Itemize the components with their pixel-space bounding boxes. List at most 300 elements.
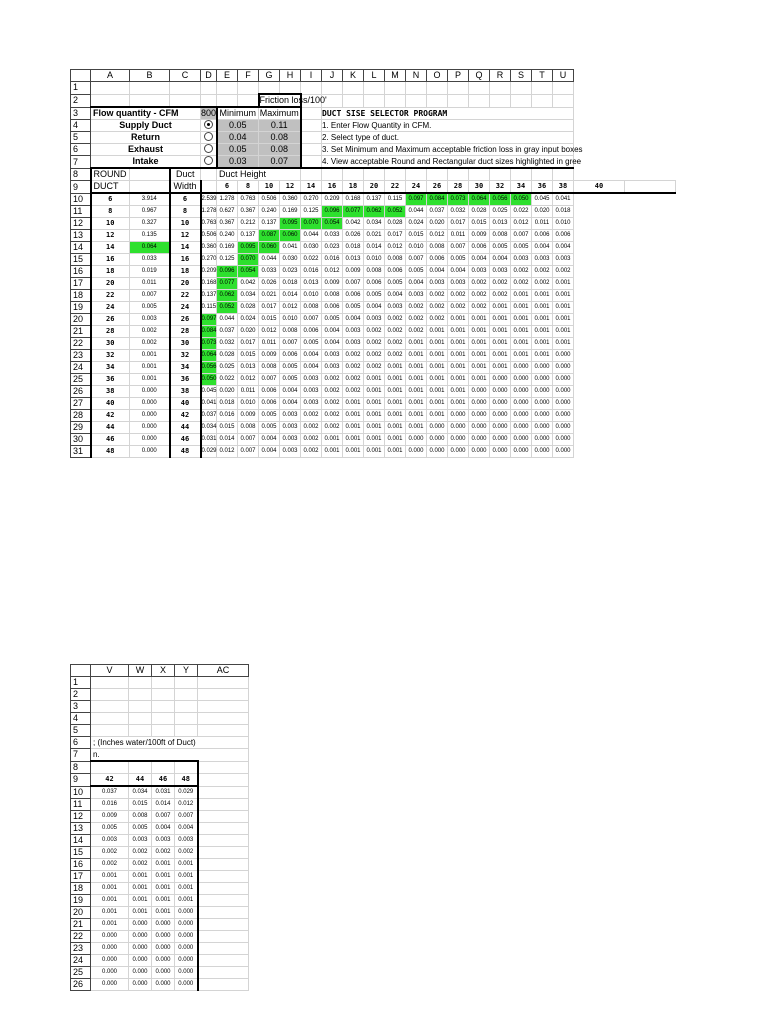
empty-cell[interactable] (301, 82, 322, 95)
empty-cell[interactable] (532, 168, 553, 181)
empty-cell[interactable] (198, 786, 249, 799)
friction-value: 0.001 (511, 290, 532, 302)
empty-cell[interactable] (343, 94, 364, 107)
column-header[interactable]: J (322, 70, 343, 82)
empty-cell[interactable] (198, 871, 249, 883)
row-header[interactable]: 10 (71, 193, 91, 206)
friction-value: 0.360 (280, 193, 301, 206)
empty-cell[interactable] (198, 725, 249, 737)
empty-cell[interactable] (469, 168, 490, 181)
row-header[interactable]: 19 (71, 302, 91, 314)
friction-value: 0.001 (152, 883, 175, 895)
row-header[interactable]: 9 (71, 181, 91, 194)
friction-value: 0.004 (343, 314, 364, 326)
empty-cell[interactable] (129, 677, 152, 689)
empty-cell[interactable] (198, 943, 249, 955)
height-header: 40 (574, 181, 625, 194)
friction-value: 0.003 (364, 314, 385, 326)
row-header[interactable]: 13 (71, 823, 91, 835)
empty-cell[interactable] (364, 168, 385, 181)
friction-value: 0.004 (280, 386, 301, 398)
column-header[interactable]: A (91, 70, 130, 82)
row-header[interactable]: 10 (71, 786, 91, 799)
friction-value: 0.003 (280, 422, 301, 434)
empty-cell[interactable] (427, 94, 448, 107)
row-header[interactable]: 15 (71, 254, 91, 266)
empty-cell[interactable] (201, 168, 217, 181)
duct-type-radio[interactable] (201, 144, 217, 156)
empty-cell[interactable] (238, 82, 259, 95)
empty-cell[interactable] (217, 82, 238, 95)
friction-value: 0.077 (217, 278, 238, 290)
column-header[interactable]: Q (469, 70, 490, 82)
friction-value: 0.005 (385, 278, 406, 290)
row-header[interactable]: 14 (71, 835, 91, 847)
row-header[interactable]: 24 (71, 362, 91, 374)
friction-value: 0.000 (129, 967, 152, 979)
empty-cell[interactable] (91, 701, 129, 713)
empty-cell[interactable] (385, 168, 406, 181)
column-header[interactable]: W (129, 665, 152, 677)
friction-value: 0.021 (364, 230, 385, 242)
select-all-corner[interactable] (71, 665, 91, 677)
empty-cell[interactable] (343, 168, 364, 181)
empty-cell[interactable] (490, 168, 511, 181)
select-all-corner[interactable] (71, 70, 91, 82)
empty-cell[interactable] (91, 94, 130, 107)
empty-cell[interactable] (301, 168, 322, 181)
friction-value: 0.000 (175, 967, 198, 979)
duct-width: 38 (170, 386, 201, 398)
empty-cell[interactable] (364, 94, 385, 107)
row-header[interactable]: 21 (71, 919, 91, 931)
empty-cell[interactable] (532, 94, 553, 107)
empty-cell[interactable] (511, 82, 532, 95)
row-header[interactable]: 8 (71, 168, 91, 181)
flow-quantity-input[interactable]: 800 (201, 108, 217, 118)
duct-width: 10 (170, 218, 201, 230)
empty-cell[interactable] (198, 713, 249, 725)
max-friction-input[interactable]: 0.08 (259, 144, 301, 156)
friction-value: 0.000 (175, 979, 198, 991)
empty-cell[interactable] (198, 761, 249, 774)
friction-value: 0.007 (280, 338, 301, 350)
friction-value: 0.169 (217, 242, 238, 254)
empty-cell[interactable] (343, 82, 364, 95)
friction-value: 0.002 (129, 847, 152, 859)
row-header[interactable]: 24 (71, 955, 91, 967)
empty-cell[interactable] (553, 94, 574, 107)
row-header[interactable]: 8 (71, 761, 91, 774)
row-header[interactable]: 5 (71, 132, 91, 144)
column-header[interactable]: U (553, 70, 574, 82)
empty-cell[interactable] (152, 689, 175, 701)
row-header[interactable]: 1 (71, 677, 91, 689)
row-header[interactable]: 2 (71, 94, 91, 107)
duct-width: 32 (170, 350, 201, 362)
min-friction-input[interactable]: 0.05 (217, 144, 259, 156)
sheet-row (71, 132, 676, 144)
row-header[interactable]: 30 (71, 434, 91, 446)
friction-value: 0.010 (301, 290, 322, 302)
friction-value: 0.002 (532, 278, 553, 290)
row-header[interactable]: 9 (71, 774, 91, 787)
column-header[interactable]: E (217, 70, 238, 82)
empty-cell[interactable] (198, 811, 249, 823)
empty-cell[interactable] (91, 82, 130, 95)
radio-unselected-icon[interactable] (204, 156, 213, 165)
column-header[interactable]: F (238, 70, 259, 82)
height-header: 22 (385, 181, 406, 194)
empty-cell[interactable] (201, 82, 217, 95)
empty-cell[interactable] (406, 82, 427, 95)
empty-cell[interactable] (385, 82, 406, 95)
row-header[interactable]: 15 (71, 847, 91, 859)
friction-value: 0.004 (469, 254, 490, 266)
empty-cell[interactable] (175, 677, 198, 689)
row-header[interactable]: 21 (71, 326, 91, 338)
row-header[interactable]: 17 (71, 871, 91, 883)
friction-value: 0.012 (259, 326, 280, 338)
friction-value: 0.000 (490, 434, 511, 446)
empty-cell[interactable] (198, 774, 249, 787)
flow-quantity-label: Flow quantity - CFM (91, 107, 201, 120)
friction-value: 0.011 (259, 338, 280, 350)
duct-width: 14 (170, 242, 201, 254)
row-header[interactable]: 16 (71, 859, 91, 871)
friction-value: 0.054 (238, 266, 259, 278)
min-friction-input[interactable]: 0.04 (217, 132, 259, 144)
column-header[interactable]: G (259, 70, 280, 82)
empty-cell[interactable] (364, 82, 385, 95)
column-header[interactable]: B (130, 70, 170, 82)
empty-cell[interactable] (448, 94, 469, 107)
max-friction-input[interactable]: 0.08 (259, 132, 301, 144)
empty-cell[interactable] (198, 979, 249, 991)
height-header: 48 (175, 774, 198, 787)
empty-cell[interactable] (91, 761, 129, 774)
height-header: 32 (490, 181, 511, 194)
column-header[interactable]: X (152, 665, 175, 677)
row-header[interactable]: 20 (71, 314, 91, 326)
empty-cell[interactable] (201, 94, 217, 107)
friction-value: 0.000 (532, 446, 553, 458)
instruction-continued: n. (91, 749, 249, 762)
empty-cell[interactable] (198, 823, 249, 835)
empty-cell[interactable] (198, 919, 249, 931)
row-header[interactable]: 25 (71, 967, 91, 979)
empty-cell[interactable] (406, 168, 427, 181)
empty-cell[interactable] (553, 168, 574, 181)
friction-value: 0.001 (511, 302, 532, 314)
column-header[interactable]: C (170, 70, 201, 82)
empty-cell[interactable] (175, 701, 198, 713)
row-header[interactable]: 19 (71, 895, 91, 907)
empty-cell[interactable] (322, 168, 343, 181)
friction-value: 0.011 (532, 218, 553, 230)
friction-value: 0.001 (385, 446, 406, 458)
empty-cell[interactable] (427, 168, 448, 181)
empty-cell[interactable] (198, 701, 249, 713)
row-header[interactable]: 25 (71, 374, 91, 386)
friction-value: 0.002 (364, 350, 385, 362)
duct-type-radio[interactable] (201, 132, 217, 144)
friction-value: 0.006 (427, 254, 448, 266)
empty-cell[interactable] (129, 689, 152, 701)
duct-width: 12 (170, 230, 201, 242)
empty-cell[interactable] (198, 967, 249, 979)
friction-value: 0.209 (201, 266, 217, 278)
round-friction-value: 0.003 (130, 314, 170, 326)
empty-cell[interactable] (238, 94, 259, 107)
empty-cell[interactable] (448, 82, 469, 95)
empty-cell[interactable] (198, 907, 249, 919)
empty-cell[interactable] (301, 132, 322, 144)
row-header[interactable]: 2 (71, 689, 91, 701)
empty-cell[interactable] (198, 835, 249, 847)
friction-value: 0.064 (201, 350, 217, 362)
empty-cell[interactable] (448, 168, 469, 181)
empty-cell[interactable] (301, 144, 322, 156)
row-header[interactable]: 11 (71, 206, 91, 218)
column-header[interactable]: T (532, 70, 553, 82)
friction-value: 0.002 (385, 314, 406, 326)
empty-cell[interactable] (175, 725, 198, 737)
empty-cell[interactable] (198, 859, 249, 871)
row-header[interactable]: 11 (71, 799, 91, 811)
row-header[interactable]: 7 (71, 156, 91, 169)
empty-cell[interactable] (175, 689, 198, 701)
empty-cell[interactable] (91, 677, 129, 689)
friction-value: 0.240 (217, 230, 238, 242)
radio-unselected-icon[interactable] (204, 132, 213, 141)
friction-value: 0.010 (238, 398, 259, 410)
row-header[interactable]: 31 (71, 446, 91, 458)
round-diameter: 46 (91, 434, 130, 446)
column-header[interactable]: D (201, 70, 217, 82)
empty-cell[interactable] (301, 120, 322, 132)
row-header[interactable]: 1 (71, 82, 91, 95)
row-header[interactable]: 12 (71, 218, 91, 230)
row-header[interactable]: 6 (71, 737, 91, 749)
empty-cell[interactable] (175, 761, 198, 774)
row-header[interactable]: 28 (71, 410, 91, 422)
column-header[interactable]: O (427, 70, 448, 82)
empty-cell[interactable] (385, 94, 406, 107)
row-header[interactable]: 23 (71, 350, 91, 362)
empty-cell[interactable] (469, 94, 490, 107)
friction-value: 0.018 (343, 242, 364, 254)
friction-value: 0.002 (343, 374, 364, 386)
column-header[interactable]: AC (198, 665, 249, 677)
friction-value: 0.015 (238, 350, 259, 362)
friction-value: 0.034 (201, 422, 217, 434)
empty-cell[interactable] (129, 701, 152, 713)
empty-cell[interactable] (301, 107, 322, 120)
row-header[interactable]: 22 (71, 338, 91, 350)
friction-value: 0.000 (152, 979, 175, 991)
row-header[interactable]: 16 (71, 266, 91, 278)
row-header[interactable]: 17 (71, 278, 91, 290)
sheet-row (71, 266, 676, 278)
empty-cell[interactable] (198, 677, 249, 689)
row-header[interactable]: 13 (71, 230, 91, 242)
duct-type-radio[interactable] (201, 120, 217, 132)
row-header[interactable]: 23 (71, 943, 91, 955)
row-header[interactable]: 6 (71, 144, 91, 156)
empty-cell[interactable] (129, 761, 152, 774)
empty-cell[interactable] (198, 931, 249, 943)
row-header[interactable]: 26 (71, 979, 91, 991)
empty-cell[interactable] (130, 82, 170, 95)
empty-cell[interactable] (322, 82, 343, 95)
column-header[interactable]: V (91, 665, 129, 677)
row-header[interactable]: 22 (71, 931, 91, 943)
column-header[interactable]: Y (175, 665, 198, 677)
row-header[interactable]: 7 (71, 749, 91, 762)
friction-value: 0.014 (217, 434, 238, 446)
sheet-row (71, 206, 676, 218)
empty-cell[interactable] (91, 689, 129, 701)
column-header[interactable]: N (406, 70, 427, 82)
sheet-row (71, 107, 676, 120)
friction-value: 0.022 (301, 254, 322, 266)
column-header[interactable]: H (280, 70, 301, 82)
friction-value: 0.001 (427, 326, 448, 338)
friction-value: 0.001 (175, 895, 198, 907)
empty-cell[interactable] (198, 847, 249, 859)
empty-cell[interactable] (175, 713, 198, 725)
duct-width: 44 (170, 422, 201, 434)
radio-selected-icon[interactable] (204, 120, 213, 129)
round-diameter: 14 (91, 242, 130, 254)
empty-cell[interactable] (198, 799, 249, 811)
friction-value: 0.002 (343, 386, 364, 398)
empty-cell[interactable] (301, 156, 322, 169)
empty-cell[interactable] (469, 82, 490, 95)
min-friction-input[interactable]: 0.05 (217, 120, 259, 132)
column-header[interactable]: L (364, 70, 385, 82)
empty-cell[interactable] (198, 895, 249, 907)
friction-value: 0.008 (238, 422, 259, 434)
row-header[interactable]: 18 (71, 290, 91, 302)
empty-cell[interactable] (198, 955, 249, 967)
row-header[interactable]: 26 (71, 386, 91, 398)
empty-cell[interactable] (280, 82, 301, 95)
min-friction-input[interactable]: 0.03 (217, 156, 259, 169)
friction-value: 0.028 (217, 350, 238, 362)
friction-value: 0.034 (238, 290, 259, 302)
duct-type-radio[interactable] (201, 156, 217, 169)
duct-width: 22 (170, 290, 201, 302)
row-header[interactable]: 4 (71, 120, 91, 132)
row-header[interactable]: 3 (71, 701, 91, 713)
row-header[interactable]: 18 (71, 883, 91, 895)
column-header[interactable]: R (490, 70, 511, 82)
empty-cell[interactable] (170, 94, 201, 107)
empty-cell[interactable] (201, 181, 217, 194)
duct-width: 20 (170, 278, 201, 290)
friction-value: 0.002 (406, 326, 427, 338)
column-header[interactable]: S (511, 70, 532, 82)
empty-cell[interactable] (406, 94, 427, 107)
friction-value: 0.008 (129, 811, 152, 823)
empty-cell[interactable] (198, 883, 249, 895)
friction-value: 0.002 (91, 859, 129, 871)
friction-value: 0.000 (532, 374, 553, 386)
row-header[interactable]: 27 (71, 398, 91, 410)
friction-value: 0.000 (511, 446, 532, 458)
row-header[interactable]: 5 (71, 725, 91, 737)
row-header[interactable]: 29 (71, 422, 91, 434)
sheet-row (71, 725, 249, 737)
sheet-row (71, 931, 249, 943)
empty-cell[interactable] (170, 82, 201, 95)
friction-value: 0.005 (511, 242, 532, 254)
friction-value: 0.006 (343, 290, 364, 302)
row-header[interactable]: 4 (71, 713, 91, 725)
empty-cell[interactable] (152, 701, 175, 713)
empty-cell[interactable] (91, 725, 129, 737)
column-header[interactable]: P (448, 70, 469, 82)
round-diameter: 40 (91, 398, 130, 410)
empty-cell[interactable] (259, 82, 280, 95)
friction-value: 0.007 (301, 314, 322, 326)
empty-cell[interactable] (198, 689, 249, 701)
row-header[interactable]: 12 (71, 811, 91, 823)
empty-cell[interactable] (490, 82, 511, 95)
friction-value: 0.037 (201, 410, 217, 422)
row-header[interactable]: 20 (71, 907, 91, 919)
max-friction-input[interactable]: 0.07 (259, 156, 301, 169)
duct-type-label: Return (91, 132, 201, 144)
friction-value: 0.000 (511, 386, 532, 398)
empty-cell[interactable] (553, 82, 574, 95)
empty-cell[interactable] (511, 94, 532, 107)
friction-value: 0.009 (238, 410, 259, 422)
row-header[interactable]: 3 (71, 107, 91, 120)
empty-cell[interactable] (130, 168, 170, 181)
empty-cell[interactable] (129, 725, 152, 737)
friction-value: 0.025 (490, 206, 511, 218)
empty-cell[interactable] (129, 713, 152, 725)
column-header[interactable]: K (343, 70, 364, 82)
empty-cell[interactable] (152, 761, 175, 774)
row-header[interactable]: 14 (71, 242, 91, 254)
friction-value: 0.007 (448, 242, 469, 254)
empty-cell[interactable] (625, 181, 676, 194)
empty-cell[interactable] (130, 181, 170, 194)
empty-cell[interactable] (152, 677, 175, 689)
empty-cell[interactable] (91, 713, 129, 725)
friction-value: 0.001 (469, 350, 490, 362)
column-header[interactable]: M (385, 70, 406, 82)
column-header[interactable]: I (301, 70, 322, 82)
empty-cell[interactable] (532, 82, 553, 95)
max-friction-input[interactable]: 0.11 (259, 120, 301, 132)
empty-cell[interactable] (152, 725, 175, 737)
radio-unselected-icon[interactable] (204, 144, 213, 153)
friction-value: 0.017 (385, 230, 406, 242)
empty-cell[interactable] (427, 82, 448, 95)
empty-cell[interactable] (511, 168, 532, 181)
friction-value: 0.001 (490, 362, 511, 374)
empty-cell[interactable] (490, 94, 511, 107)
empty-cell[interactable] (130, 94, 170, 107)
friction-value: 0.013 (490, 218, 511, 230)
empty-cell[interactable] (217, 94, 238, 107)
empty-cell[interactable] (152, 713, 175, 725)
